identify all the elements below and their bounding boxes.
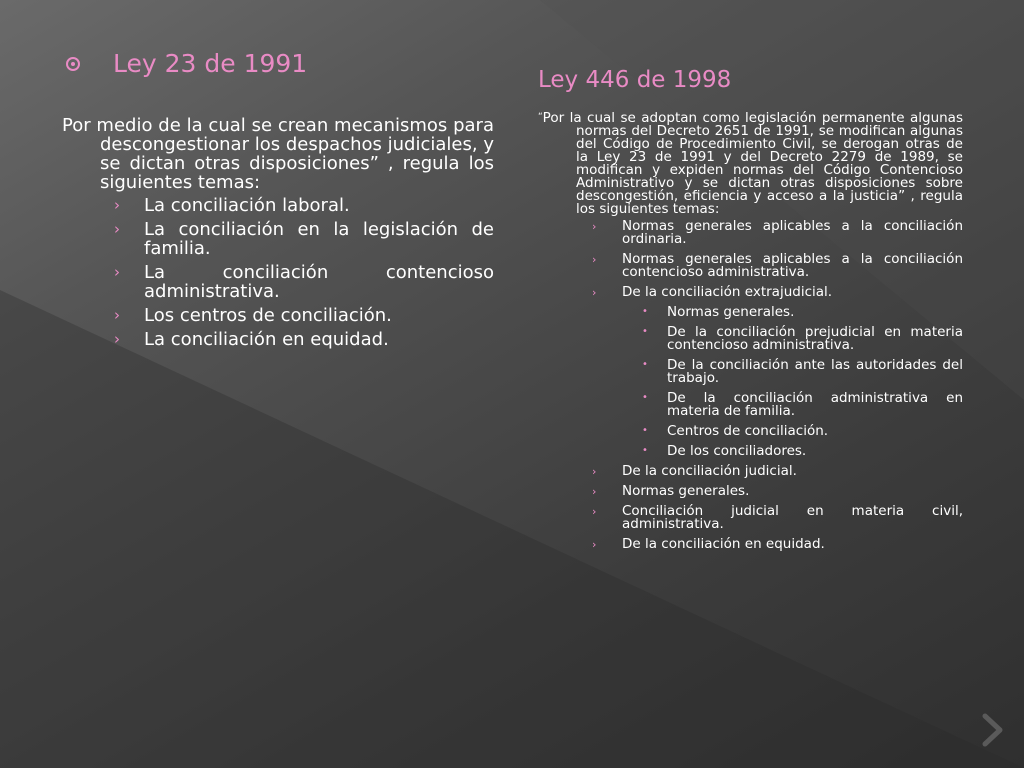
title-bullet-icon <box>66 57 80 71</box>
right-heading: Ley 446 de 1998 <box>538 67 732 93</box>
chevron-icon: › <box>114 263 120 281</box>
list-item-text: Conciliación judicial en materia civil, administrativa. <box>622 503 963 532</box>
list-item-text: De la conciliación extrajudicial. <box>622 284 833 300</box>
list-item-text: La conciliación laboral. <box>144 195 350 216</box>
list-item-text: De la conciliación judicial. <box>622 463 797 479</box>
next-slide-arrow-icon[interactable] <box>981 713 1005 747</box>
list-item <box>538 485 963 498</box>
left-intro-text: Por medio de la cual se crean mecanismos para descongestionar los despachos judiciales, y se dictan otras disposiciones” , regula los siguientes temas: <box>62 115 494 193</box>
chevron-icon: › <box>114 330 120 348</box>
list-item <box>62 220 494 258</box>
sub-list-item-text: De la conciliación administrativa en materia de familia. <box>667 390 963 419</box>
list-item <box>538 538 963 551</box>
chevron-icon: › <box>592 485 597 498</box>
chevron-icon: › <box>114 196 120 214</box>
list-item-text: De la conciliación en equidad. <box>622 536 825 552</box>
list-item-text: La conciliación contencioso administrativa. <box>144 262 494 302</box>
open-quote: “ <box>538 112 543 122</box>
dot-icon: • <box>642 445 648 456</box>
sub-list-item-text: Normas generales. <box>667 304 795 320</box>
list-item <box>538 505 963 531</box>
sub-list-item <box>538 359 963 385</box>
dot-icon: • <box>642 359 648 370</box>
chevron-icon: › <box>592 286 597 299</box>
list-item-text: La conciliación en equidad. <box>144 329 389 350</box>
right-intro-text <box>538 111 963 216</box>
sub-list-item <box>538 425 963 438</box>
chevron-icon: › <box>114 220 120 238</box>
sub-list-item <box>538 445 963 458</box>
list-item <box>62 330 494 349</box>
left-column <box>62 116 494 354</box>
sub-list-item <box>538 392 963 418</box>
right-topic-list <box>538 220 963 551</box>
list-item <box>538 465 963 478</box>
list-item <box>538 220 963 246</box>
list-item <box>62 263 494 301</box>
list-item <box>62 196 494 215</box>
chevron-icon: › <box>114 306 120 324</box>
list-item <box>538 253 963 279</box>
left-heading: Ley 23 de 1991 <box>113 49 308 78</box>
list-item-text: Normas generales aplicables a la conciliación contencioso administrativa. <box>622 251 963 280</box>
chevron-icon: › <box>592 538 597 551</box>
chevron-icon: › <box>592 505 597 518</box>
dot-icon: • <box>642 392 648 403</box>
sub-list-item-text: Centros de conciliación. <box>667 423 829 439</box>
list-item-text: Normas generales. <box>622 483 750 499</box>
sub-list-item <box>538 306 963 319</box>
sub-list-item-text: De la conciliación ante las autoridades del trabajo. <box>667 357 963 386</box>
dot-icon: • <box>642 326 648 337</box>
sub-list-item-text: De los conciliadores. <box>667 443 807 459</box>
list-item-text: Normas generales aplicables a la conciliación ordinaria. <box>622 218 963 247</box>
list-item <box>62 306 494 325</box>
sub-list-item <box>538 326 963 352</box>
sub-list-item-text: De la conciliación prejudicial en materia contencioso administrativa. <box>667 324 963 353</box>
dot-icon: • <box>642 425 648 436</box>
list-item-text: La conciliación en la legislación de familia. <box>144 219 494 259</box>
chevron-icon: › <box>592 220 597 233</box>
list-item-text: Los centros de conciliación. <box>144 305 392 326</box>
chevron-icon: › <box>592 465 597 478</box>
right-intro-body: Por la cual se adoptan como legislación permanente algunas normas del Decreto 2651 de 1991, se modifican algunas del Código de Procedimiento Civil, se derogan otras de la Ley 23 de 1991 y del Decreto 2279 de 1989, se modifican y expiden normas del Código Contencioso Administrativo y se dictan otras disposiciones sobre descongestión, eficiencia y acceso a la justicia” , regula los siguientes temas: <box>542 110 963 217</box>
chevron-icon: › <box>592 253 597 266</box>
right-column <box>538 111 963 558</box>
list-item <box>538 286 963 299</box>
dot-icon: • <box>642 306 648 317</box>
left-topic-list <box>62 196 494 349</box>
